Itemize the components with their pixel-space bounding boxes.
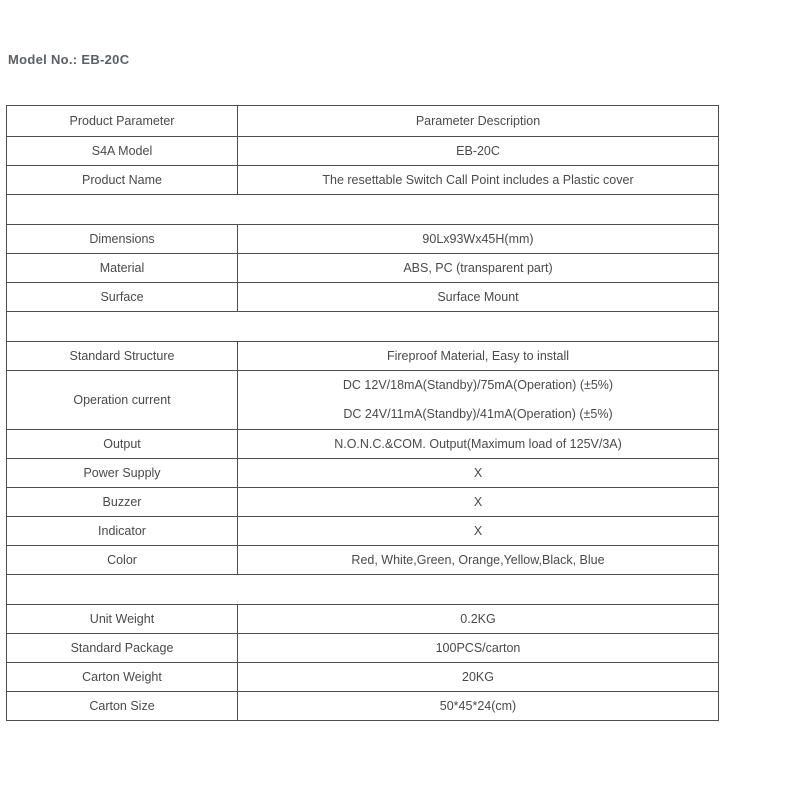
param-cell: Standard Structure <box>7 342 238 371</box>
param-cell: Carton Weight <box>7 663 238 692</box>
desc-header-cell: Parameter Description <box>238 106 719 137</box>
param-cell: Power Supply <box>7 459 238 488</box>
table-row <box>7 137 719 166</box>
param-cell: Indicator <box>7 517 238 546</box>
table-header-row <box>7 106 719 137</box>
table-row <box>7 663 719 692</box>
table-row <box>7 488 719 517</box>
table-row-operation-current <box>7 371 719 430</box>
param-cell: Buzzer <box>7 488 238 517</box>
empty-cell <box>7 312 719 342</box>
table-row <box>7 546 719 575</box>
table-row <box>7 166 719 195</box>
desc-cell: 100PCS/carton <box>238 634 719 663</box>
table-row <box>7 283 719 312</box>
desc-cell: 20KG <box>238 663 719 692</box>
page-title: Model No.: EB-20C <box>8 52 130 67</box>
table-row <box>7 517 719 546</box>
desc-cell: Red, White,Green, Orange,Yellow,Black, Blue <box>238 546 719 575</box>
param-cell: Carton Size <box>7 692 238 721</box>
table-row <box>7 225 719 254</box>
param-cell: Product Name <box>7 166 238 195</box>
table-row <box>7 430 719 459</box>
param-cell: Color <box>7 546 238 575</box>
param-cell: Standard Package <box>7 634 238 663</box>
table-row <box>7 342 719 371</box>
empty-row <box>7 312 719 342</box>
param-cell: Operation current <box>7 371 238 430</box>
table-row <box>7 459 719 488</box>
desc-cell: Surface Mount <box>238 283 719 312</box>
param-cell: Material <box>7 254 238 283</box>
desc-cell: X <box>238 459 719 488</box>
table-row <box>7 254 719 283</box>
desc-cell: X <box>238 488 719 517</box>
table-row <box>7 605 719 634</box>
desc-cell: EB-20C <box>238 137 719 166</box>
desc-cell <box>238 371 719 430</box>
param-cell: Unit Weight <box>7 605 238 634</box>
param-cell: Surface <box>7 283 238 312</box>
desc-cell: 90Lx93Wx45H(mm) <box>238 225 719 254</box>
desc-line-2: DC 24V/11mA(Standby)/41mA(Operation) (±5%) <box>343 407 613 421</box>
param-cell: Output <box>7 430 238 459</box>
empty-row <box>7 195 719 225</box>
desc-cell: N.O.N.C.&COM. Output(Maximum load of 125V/3A) <box>238 430 719 459</box>
empty-cell <box>7 195 719 225</box>
spec-table <box>6 105 719 721</box>
desc-line-1: DC 12V/18mA(Standby)/75mA(Operation) (±5%) <box>342 378 614 392</box>
empty-cell <box>7 575 719 605</box>
empty-row <box>7 575 719 605</box>
desc-cell: The resettable Switch Call Point includes a Plastic cover <box>238 166 719 195</box>
desc-cell: Fireproof Material, Easy to install <box>238 342 719 371</box>
desc-cell: 50*45*24(cm) <box>238 692 719 721</box>
param-cell: S4A Model <box>7 137 238 166</box>
param-cell: Dimensions <box>7 225 238 254</box>
desc-cell: X <box>238 517 719 546</box>
desc-cell: 0.2KG <box>238 605 719 634</box>
param-header-cell: Product Parameter <box>7 106 238 137</box>
desc-cell: ABS, PC (transparent part) <box>238 254 719 283</box>
table-row <box>7 692 719 721</box>
table-row <box>7 634 719 663</box>
